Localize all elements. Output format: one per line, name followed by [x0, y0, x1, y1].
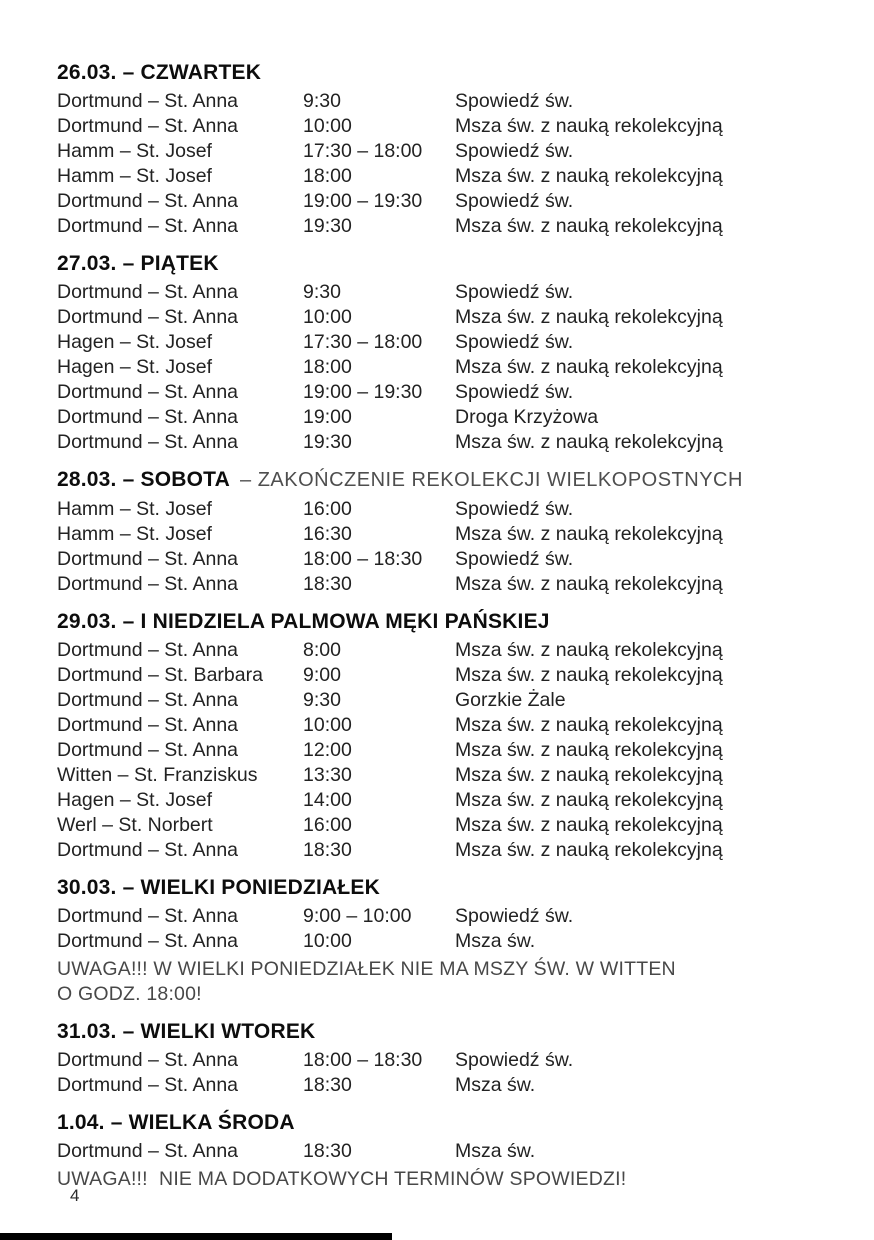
location-cell: Dortmund – St. Anna [57, 431, 239, 453]
time-cell: 17:30 – 18:00 [303, 140, 423, 162]
location-cell: Hamm – St. Josef [57, 523, 212, 545]
location-cell: Werl – St. Norbert [57, 814, 213, 836]
location-cell: Dortmund – St. Anna [57, 281, 239, 303]
location-cell: Hamm – St. Josef [57, 140, 212, 162]
day-heading-text: 28.03. – SOBOTA [57, 468, 231, 491]
time-cell: 10:00 [303, 930, 352, 952]
time-cell: 18:30 [303, 573, 352, 595]
location-cell: Dortmund – St. Anna [57, 930, 239, 952]
event-cell: Spowiedź św. [455, 498, 574, 520]
notice-line: UWAGA!!! W WIELKI PONIEDZIAŁEK NIE MA MSZY ŚW. W WITTEN [57, 958, 676, 980]
day-heading [57, 467, 838, 493]
event-cell: Spowiedź św. [455, 281, 574, 303]
schedule-row [57, 330, 838, 355]
schedule-row [57, 189, 838, 214]
schedule-row [57, 688, 838, 713]
day-heading [57, 609, 838, 634]
time-cell: 14:00 [303, 789, 352, 811]
time-cell: 13:30 [303, 764, 352, 786]
day-heading [57, 1019, 838, 1044]
time-cell: 19:00 [303, 406, 352, 428]
day-heading [57, 875, 838, 900]
day-section [57, 609, 838, 863]
location-cell: Dortmund – St. Anna [57, 115, 239, 137]
event-cell: Msza św. z nauką rekolekcyjną [455, 215, 723, 237]
day-heading-text: 26.03. – CZWARTEK [57, 61, 262, 84]
day-heading-text: 1.04. – WIELKA ŚRODA [57, 1111, 295, 1134]
time-cell: 19:30 [303, 431, 352, 453]
schedule-row [57, 114, 838, 139]
event-cell: Msza św. z nauką rekolekcyjną [455, 306, 723, 328]
location-cell: Dortmund – St. Anna [57, 689, 239, 711]
day-section [57, 251, 838, 455]
day-section [57, 467, 838, 597]
schedule-row [57, 214, 838, 239]
time-cell: 16:00 [303, 498, 352, 520]
schedule-row [57, 813, 838, 838]
event-cell: Spowiedź św. [455, 140, 574, 162]
event-cell: Msza św. z nauką rekolekcyjną [455, 431, 723, 453]
event-cell: Msza św. z nauką rekolekcyjną [455, 839, 723, 861]
location-cell: Dortmund – St. Anna [57, 1049, 239, 1071]
time-cell: 9:30 [303, 689, 341, 711]
event-cell: Msza św. z nauką rekolekcyjną [455, 165, 723, 187]
day-heading [57, 251, 838, 276]
event-cell: Msza św. [455, 1074, 536, 1096]
location-cell: Dortmund – St. Anna [57, 839, 239, 861]
event-cell: Msza św. z nauką rekolekcyjną [455, 789, 723, 811]
location-cell: Dortmund – St. Anna [57, 739, 239, 761]
event-cell: Msza św. z nauką rekolekcyjną [455, 639, 723, 661]
location-cell: Witten – St. Franziskus [57, 764, 258, 786]
bottom-edge-bar [0, 1233, 392, 1240]
schedule-row [57, 430, 838, 455]
event-cell: Msza św. [455, 1140, 536, 1162]
time-cell: 18:00 – 18:30 [303, 548, 423, 570]
time-cell: 18:00 – 18:30 [303, 1049, 423, 1071]
location-cell: Dortmund – St. Anna [57, 905, 239, 927]
event-cell: Msza św. z nauką rekolekcyjną [455, 814, 723, 836]
event-cell: Msza św. z nauką rekolekcyjną [455, 356, 723, 378]
schedule-row [57, 904, 838, 929]
time-cell: 10:00 [303, 306, 352, 328]
day-section [57, 60, 838, 239]
schedule-row [57, 280, 838, 305]
time-cell: 12:00 [303, 739, 352, 761]
time-cell: 19:30 [303, 215, 352, 237]
location-cell: Hamm – St. Josef [57, 165, 212, 187]
day-heading-text: 27.03. – PIĄTEK [57, 252, 219, 275]
schedule-row [57, 497, 838, 522]
notice [57, 957, 838, 1007]
location-cell: Dortmund – St. Anna [57, 1074, 239, 1096]
time-cell: 16:30 [303, 523, 352, 545]
schedule-row [57, 405, 838, 430]
time-cell: 8:00 [303, 639, 341, 661]
event-cell: Msza św. z nauką rekolekcyjną [455, 739, 723, 761]
event-cell: Spowiedź św. [455, 905, 574, 927]
location-cell: Hagen – St. Josef [57, 331, 213, 353]
location-cell: Hagen – St. Josef [57, 356, 213, 378]
event-cell: Msza św. z nauką rekolekcyjną [455, 764, 723, 786]
location-cell: Dortmund – St. Anna [57, 1140, 239, 1162]
page-number: 4 [70, 1186, 80, 1205]
location-cell: Dortmund – St. Anna [57, 406, 239, 428]
schedule-row [57, 738, 838, 763]
event-cell: Msza św. [455, 930, 536, 952]
location-cell: Dortmund – St. Anna [57, 714, 239, 736]
day-heading-note: – ZAKOŃCZENIE REKOLEKCJI WIELKOPOSTNYCH [240, 469, 743, 491]
day-heading [57, 60, 838, 85]
time-cell: 9:00 – 10:00 [303, 905, 412, 927]
time-cell: 9:00 [303, 664, 341, 686]
event-cell: Msza św. z nauką rekolekcyjną [455, 115, 723, 137]
time-cell: 9:30 [303, 281, 341, 303]
location-cell: Dortmund – St. Anna [57, 573, 239, 595]
time-cell: 10:00 [303, 115, 352, 137]
event-cell: Gorzkie Żale [455, 689, 566, 711]
event-cell: Msza św. z nauką rekolekcyjną [455, 523, 723, 545]
schedule-row [57, 838, 838, 863]
event-cell: Msza św. z nauką rekolekcyjną [455, 664, 723, 686]
schedule-row [57, 638, 838, 663]
location-cell: Dortmund – St. Anna [57, 306, 239, 328]
time-cell: 18:00 [303, 165, 352, 187]
event-cell: Droga Krzyżowa [455, 406, 599, 428]
schedule-row [57, 1048, 838, 1073]
day-heading-text: 30.03. – WIELKI PONIEDZIAŁEK [57, 876, 380, 899]
location-cell: Dortmund – St. Anna [57, 381, 239, 403]
location-cell: Dortmund – St. Barbara [57, 664, 263, 686]
event-cell: Msza św. z nauką rekolekcyjną [455, 573, 723, 595]
location-cell: Dortmund – St. Anna [57, 548, 239, 570]
day-section [57, 875, 838, 1007]
time-cell: 18:00 [303, 356, 352, 378]
location-cell: Dortmund – St. Anna [57, 190, 239, 212]
event-cell: Msza św. z nauką rekolekcyjną [455, 714, 723, 736]
event-cell: Spowiedź św. [455, 90, 574, 112]
time-cell: 9:30 [303, 90, 341, 112]
schedule-row [57, 305, 838, 330]
schedule-row [57, 89, 838, 114]
event-cell: Spowiedź św. [455, 1049, 574, 1071]
location-cell: Dortmund – St. Anna [57, 639, 239, 661]
time-cell: 18:30 [303, 1074, 352, 1096]
schedule-row [57, 929, 838, 954]
notice [57, 1167, 838, 1192]
schedule-row [57, 1073, 838, 1098]
location-cell: Hamm – St. Josef [57, 498, 212, 520]
time-cell: 17:30 – 18:00 [303, 331, 423, 353]
event-cell: Spowiedź św. [455, 548, 574, 570]
schedule-row [57, 763, 838, 788]
day-section [57, 1110, 838, 1192]
schedule-row [57, 139, 838, 164]
notice-line: UWAGA!!! NIE MA DODATKOWYCH TERMINÓW SPOWIEDZI! [57, 1168, 627, 1190]
time-cell: 19:00 – 19:30 [303, 190, 423, 212]
time-cell: 10:00 [303, 714, 352, 736]
schedule-row [57, 380, 838, 405]
event-cell: Spowiedź św. [455, 190, 574, 212]
schedule-row [57, 355, 838, 380]
day-section [57, 1019, 838, 1098]
schedule-row [57, 547, 838, 572]
day-heading-text: 31.03. – WIELKI WTOREK [57, 1020, 316, 1043]
location-cell: Hagen – St. Josef [57, 789, 213, 811]
time-cell: 18:30 [303, 1140, 352, 1162]
schedule-row [57, 164, 838, 189]
schedule-row [57, 572, 838, 597]
schedule-row [57, 1139, 838, 1164]
time-cell: 18:30 [303, 839, 352, 861]
time-cell: 16:00 [303, 814, 352, 836]
schedule-row [57, 788, 838, 813]
schedule-row [57, 522, 838, 547]
event-cell: Spowiedź św. [455, 381, 574, 403]
notice-line: O GODZ. 18:00! [57, 983, 202, 1005]
location-cell: Dortmund – St. Anna [57, 90, 239, 112]
location-cell: Dortmund – St. Anna [57, 215, 239, 237]
day-heading [57, 1110, 838, 1135]
event-cell: Spowiedź św. [455, 331, 574, 353]
day-heading-text: 29.03. – I NIEDZIELA PALMOWA MĘKI PAŃSKIEJ [57, 610, 550, 633]
schedule-row [57, 663, 838, 688]
schedule-row [57, 713, 838, 738]
time-cell: 19:00 – 19:30 [303, 381, 423, 403]
